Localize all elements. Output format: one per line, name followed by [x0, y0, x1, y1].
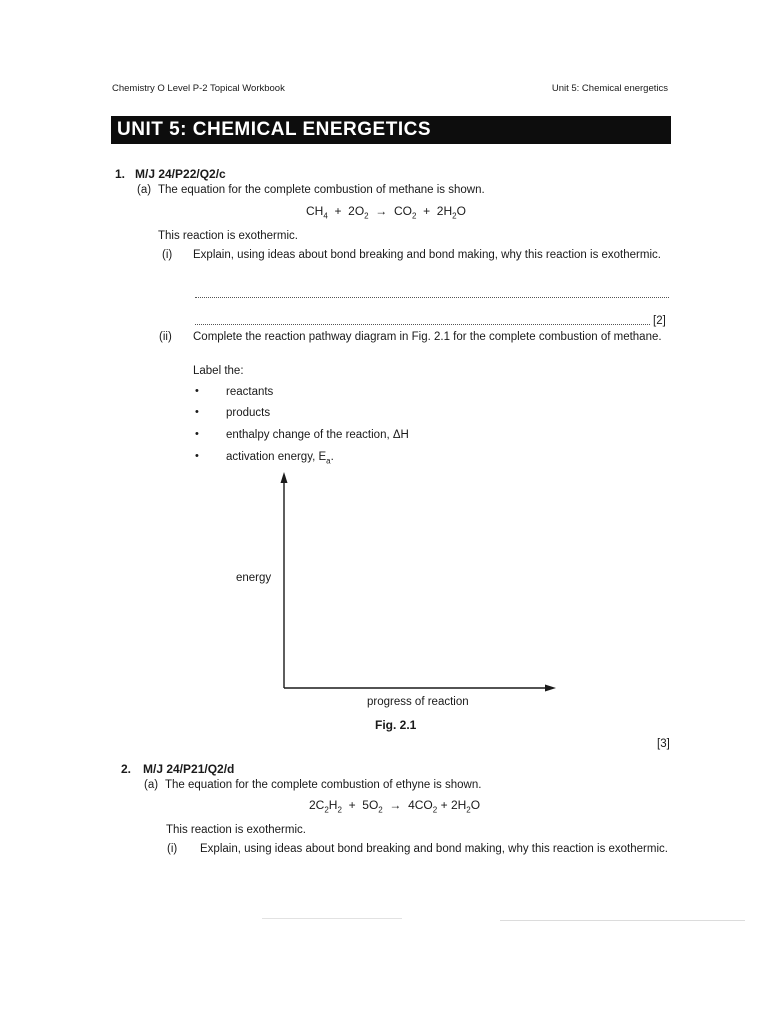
q1-code: M/J 24/P22/Q2/c	[135, 167, 226, 181]
q2-a-label: (a)	[144, 779, 159, 791]
q2-equation: $2C_2H_2 + 5O_2 \to 4CO_2 + 2H_2O$	[309, 798, 481, 815]
q1-ii-text: Complete the reaction pathway diagram in Fig. 2.1 for the complete combustion of methane.	[193, 331, 662, 343]
bullet-icon: •	[195, 428, 199, 440]
q2-exothermic: This reaction is exothermic.	[166, 824, 306, 836]
q2-i-text: Explain, using ideas about bond breaking and bond making, why this reaction is exothermic.	[200, 843, 668, 855]
q2-code: M/J 24/P21/Q2/d	[143, 762, 235, 776]
q1-i-text: Explain, using ideas about bond breaking and bond making, why this reaction is exothermic.	[193, 249, 661, 261]
label-the: Label the:	[193, 365, 244, 377]
header-right: Unit 5: Chemical energetics	[551, 83, 668, 94]
bullet-icon: •	[195, 385, 199, 397]
figure-caption: Fig. 2.1	[375, 718, 417, 732]
bullet-icon: •	[195, 406, 199, 418]
q1-i-marks: [2]	[653, 315, 666, 327]
q2-a-text: The equation for the complete combustion of ethyne is shown.	[165, 779, 482, 791]
q1-i-label: (i)	[162, 249, 173, 261]
x-axis-arrowhead	[545, 685, 556, 692]
scan-artifact-line	[262, 918, 402, 919]
q1-ii-label: (ii)	[159, 331, 172, 343]
q1-exothermic: This reaction is exothermic.	[158, 230, 298, 242]
scan-artifact-line	[500, 920, 745, 921]
bullet-icon: •	[195, 450, 199, 462]
q2-i-label: (i)	[167, 843, 178, 855]
bullet-enthalpy: enthalpy change of the reaction, ΔH	[226, 429, 409, 441]
bullet-activation: activation energy, $E_a$.	[226, 451, 334, 466]
y-axis-arrowhead	[281, 472, 288, 483]
q1-number: 1.	[115, 167, 126, 181]
q1-marks: [3]	[657, 738, 670, 750]
y-axis-label: energy	[236, 572, 272, 584]
q1-a-label: (a)	[137, 184, 152, 196]
bullet-products: products	[226, 407, 271, 419]
x-axis-label: progress of reaction	[367, 696, 469, 708]
header-left: Chemistry O Level P-2 Topical Workbook	[112, 83, 285, 94]
q1-equation: $CH_4 + 2O_2 \to CO_2 + 2H_2O$	[306, 204, 466, 221]
q2-number: 2.	[121, 762, 132, 776]
q1-a-text: The equation for the complete combustion of methane is shown.	[158, 184, 485, 196]
bullet-reactants: reactants	[226, 386, 274, 398]
unit-title: UNIT 5: CHEMICAL ENERGETICS	[117, 119, 432, 140]
